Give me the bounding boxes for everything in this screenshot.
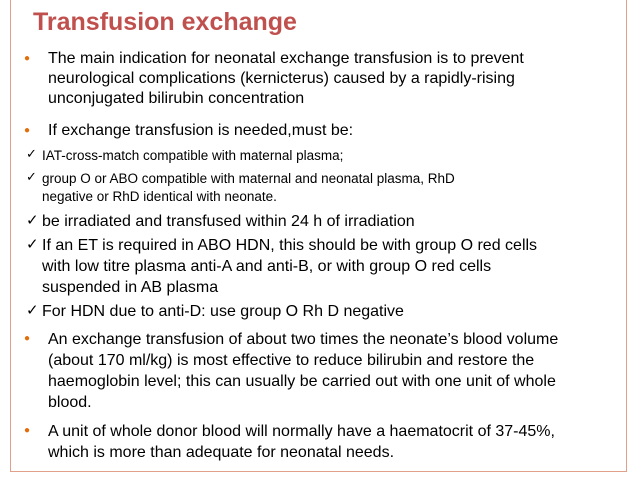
bullet-text: An exchange transfusion of about two times the neonate’s blood volume (about 170 ml/kg) is most effective to reduce bilirubin and restore the haemoglobin level; this can usually be carried out with one unit of whole blood.	[48, 331, 559, 411]
checklist-text: For HDN due to anti-D: use group O Rh D negative	[42, 303, 404, 320]
bullet-marker-icon: ●	[24, 333, 31, 344]
checkmark-icon: ✓	[26, 170, 37, 185]
checkmark-icon: ✓	[26, 235, 39, 253]
checklist-text: IAT-cross-match compatible with maternal plasma;	[42, 148, 344, 163]
checklist-text: be irradiated and transfused within 24 h of irradiation	[42, 213, 415, 230]
checklist-text: group O or ABO compatible with maternal and neonatal plasma, RhD negative or RhD identical with neonate.	[42, 171, 455, 204]
checkmark-icon: ✓	[26, 147, 37, 162]
checkmark-icon: ✓	[26, 211, 39, 229]
slide-title: Transfusion exchange	[33, 8, 297, 36]
bullet-text: If exchange transfusion is needed,must be:	[48, 122, 354, 139]
checklist-text: If an ET is required in ABO HDN, this should be with group O red cells with low titre plasma anti-A and anti-B, or with group O red cells suspended in AB plasma	[42, 237, 538, 296]
bullet-text: A unit of whole donor blood will normally have a haematocrit of 37-45%, which is more than adequate for neonatal needs.	[48, 423, 555, 461]
bullet-marker-icon: ●	[24, 425, 31, 436]
bullet-marker-icon: ●	[24, 53, 31, 64]
bullet-text: The main indication for neonatal exchange transfusion is to prevent neurological complications (kernicterus) caused by a rapidly-rising unconjugated bilirubin concentration	[48, 50, 524, 107]
bullet-marker-icon: ●	[24, 125, 31, 136]
checkmark-icon: ✓	[26, 301, 39, 319]
